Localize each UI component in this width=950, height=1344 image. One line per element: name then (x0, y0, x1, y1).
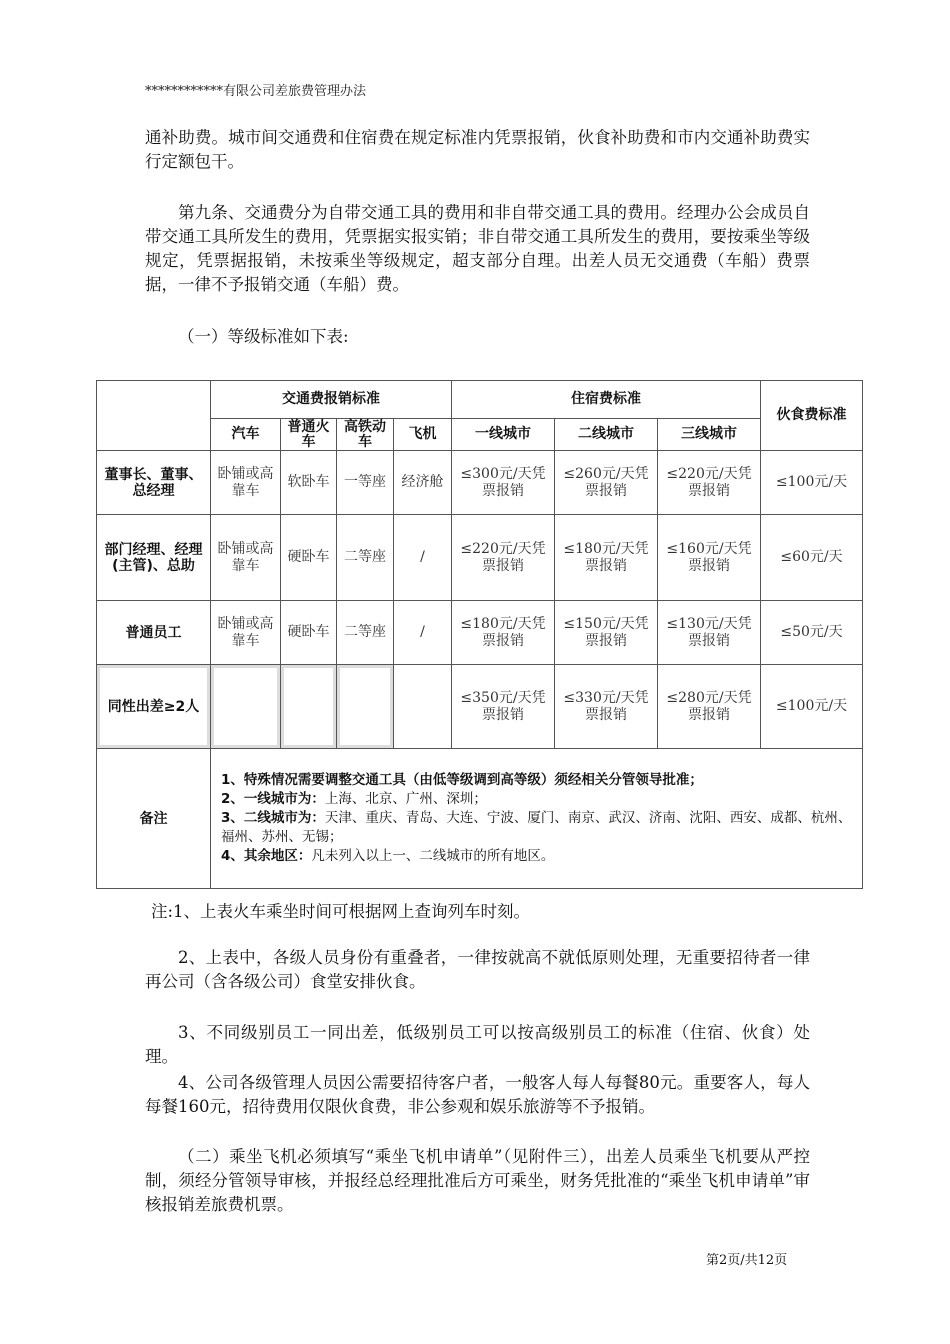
cell-train-empty (281, 665, 337, 749)
remark-line: 3、二线城市为：天津、重庆、青岛、大连、宁波、厦门、南京、武汉、济南、沈阳、西安、成都、杭州、福州、苏州、无锡； (221, 810, 852, 845)
cell-plane: / (394, 515, 452, 601)
table-row (97, 601, 863, 665)
remark-line: 1、特殊情况需要调整交通工具（由低等级调到高等级）须经相关分管领导批准； (221, 772, 703, 788)
cell-hsr-empty (337, 665, 394, 749)
subheader-car: 汽车 (211, 419, 281, 451)
cell-tier1: ≤220元/天凭票报销 (452, 515, 555, 601)
cell-tier3: ≤220元/天凭票报销 (658, 451, 761, 515)
cell-meal: ≤50元/天 (761, 601, 863, 665)
remark-line: 4、其余地区：凡未列入以上一、二线城市的所有地区。 (221, 848, 555, 864)
cell-tier1: ≤300元/天凭票报销 (452, 451, 555, 515)
cell-tier1: ≤180元/天凭票报销 (452, 601, 555, 665)
note-3: 3、不同级别员工一同出差，低级别员工可以按高级别员工的标准（住宿、伙食）处理。 (145, 1023, 810, 1066)
travel-standard-table (96, 380, 863, 889)
subheader-hsr: 高铁动车 (337, 419, 394, 451)
header-lodging: 住宿费标准 (452, 381, 761, 419)
cell-plane-empty (394, 665, 452, 749)
row-label: 部门经理、经理(主管)、总助 (97, 515, 211, 601)
subheader-train: 普通火车 (281, 419, 337, 451)
paragraph-table-intro: （一）等级标准如下表: (178, 327, 349, 346)
table-row (97, 515, 863, 601)
subheader-tier3: 三线城市 (658, 419, 761, 451)
cell-tier2: ≤180元/天凭票报销 (555, 515, 658, 601)
subheader-plane: 飞机 (394, 419, 452, 451)
note-5-airplane: （二）乘坐飞机必须填写“乘坐飞机申请单”（见附件三），出差人员乘坐飞机要从严控制，须经分管领导审核，并报经总经理批准后方可乘坐，财务凭批准的“乘坐飞机申请单”审核报销差旅费机票。 (145, 1147, 810, 1214)
cell-train: 软卧车 (281, 451, 337, 515)
table-row (97, 451, 863, 515)
cell-tier2: ≤150元/天凭票报销 (555, 601, 658, 665)
cell-train: 硬卧车 (281, 601, 337, 665)
cell-hsr: 二等座 (337, 515, 394, 601)
header-transport: 交通费报销标准 (211, 381, 452, 419)
cell-tier2: ≤330元/天凭票报销 (555, 665, 658, 749)
table-row (97, 665, 863, 749)
cell-meal: ≤100元/天 (761, 665, 863, 749)
cell-meal: ≤60元/天 (761, 515, 863, 601)
cell-train: 硬卧车 (281, 515, 337, 601)
cell-tier3: ≤280元/天凭票报销 (658, 665, 761, 749)
row-label: 同性出差≥2人 (97, 665, 211, 749)
cell-hsr: 二等座 (337, 601, 394, 665)
cell-tier2: ≤260元/天凭票报销 (555, 451, 658, 515)
note-1: 注:1、上表火车乘坐时间可根据网上查询列车时刻。 (151, 902, 531, 921)
row-label: 董事长、董事、总经理 (97, 451, 211, 515)
paragraph-article-9: 第九条、交通费分为自带交通工具的费用和非自带交通工具的费用。经理办公会成员自带交通工具所发生的费用，凭票据实报实销；非自带交通工具所发生的费用，要按乘坐等级规定，凭票据报销，未按乘坐等级规定，超支部分自理。出差人员无交通费（车船）费票据，一律不予报销交通（车船）费。 (145, 203, 810, 294)
cell-car: 卧铺或高靠车 (211, 515, 281, 601)
note-2: 2、上表中，各级人员身份有重叠者，一律按就高不就低原则处理，无重要招待者一律再公司（含各级公司）食堂安排伙食。 (145, 948, 810, 991)
subheader-tier2: 二线城市 (555, 419, 658, 451)
paragraph-continuation: 通补助费。城市间交通费和住宿费在规定标准内凭票报销，伙食补助费和市内交通补助费实行定额包干。 (145, 128, 810, 171)
cell-plane: / (394, 601, 452, 665)
cell-car-empty (211, 665, 281, 749)
remarks-content (211, 749, 863, 889)
page-number: 第2页/共12页 (706, 1253, 788, 1268)
cell-meal: ≤100元/天 (761, 451, 863, 515)
remark-line: 2、一线城市为：上海、北京、广州、深圳； (221, 791, 487, 807)
document-header: ************有限公司差旅费管理办法 (145, 84, 367, 99)
cell-plane: 经济舱 (394, 451, 452, 515)
cell-car: 卧铺或高靠车 (211, 451, 281, 515)
header-meal: 伙食费标准 (761, 381, 863, 451)
cell-tier3: ≤130元/天凭票报销 (658, 601, 761, 665)
cell-hsr: 一等座 (337, 451, 394, 515)
cell-tier3: ≤160元/天凭票报销 (658, 515, 761, 601)
cell-tier1: ≤350元/天凭票报销 (452, 665, 555, 749)
remarks-label: 备注 (97, 749, 211, 889)
row-label: 普通员工 (97, 601, 211, 665)
note-4: 4、公司各级管理人员因公需要招待客户者，一般客人每人每餐80元。重要客人，每人每餐160元，招待费用仅限伙食费，非公参观和娱乐旅游等不予报销。 (145, 1073, 810, 1116)
corner-cell (97, 381, 211, 451)
cell-car: 卧铺或高靠车 (211, 601, 281, 665)
subheader-tier1: 一线城市 (452, 419, 555, 451)
